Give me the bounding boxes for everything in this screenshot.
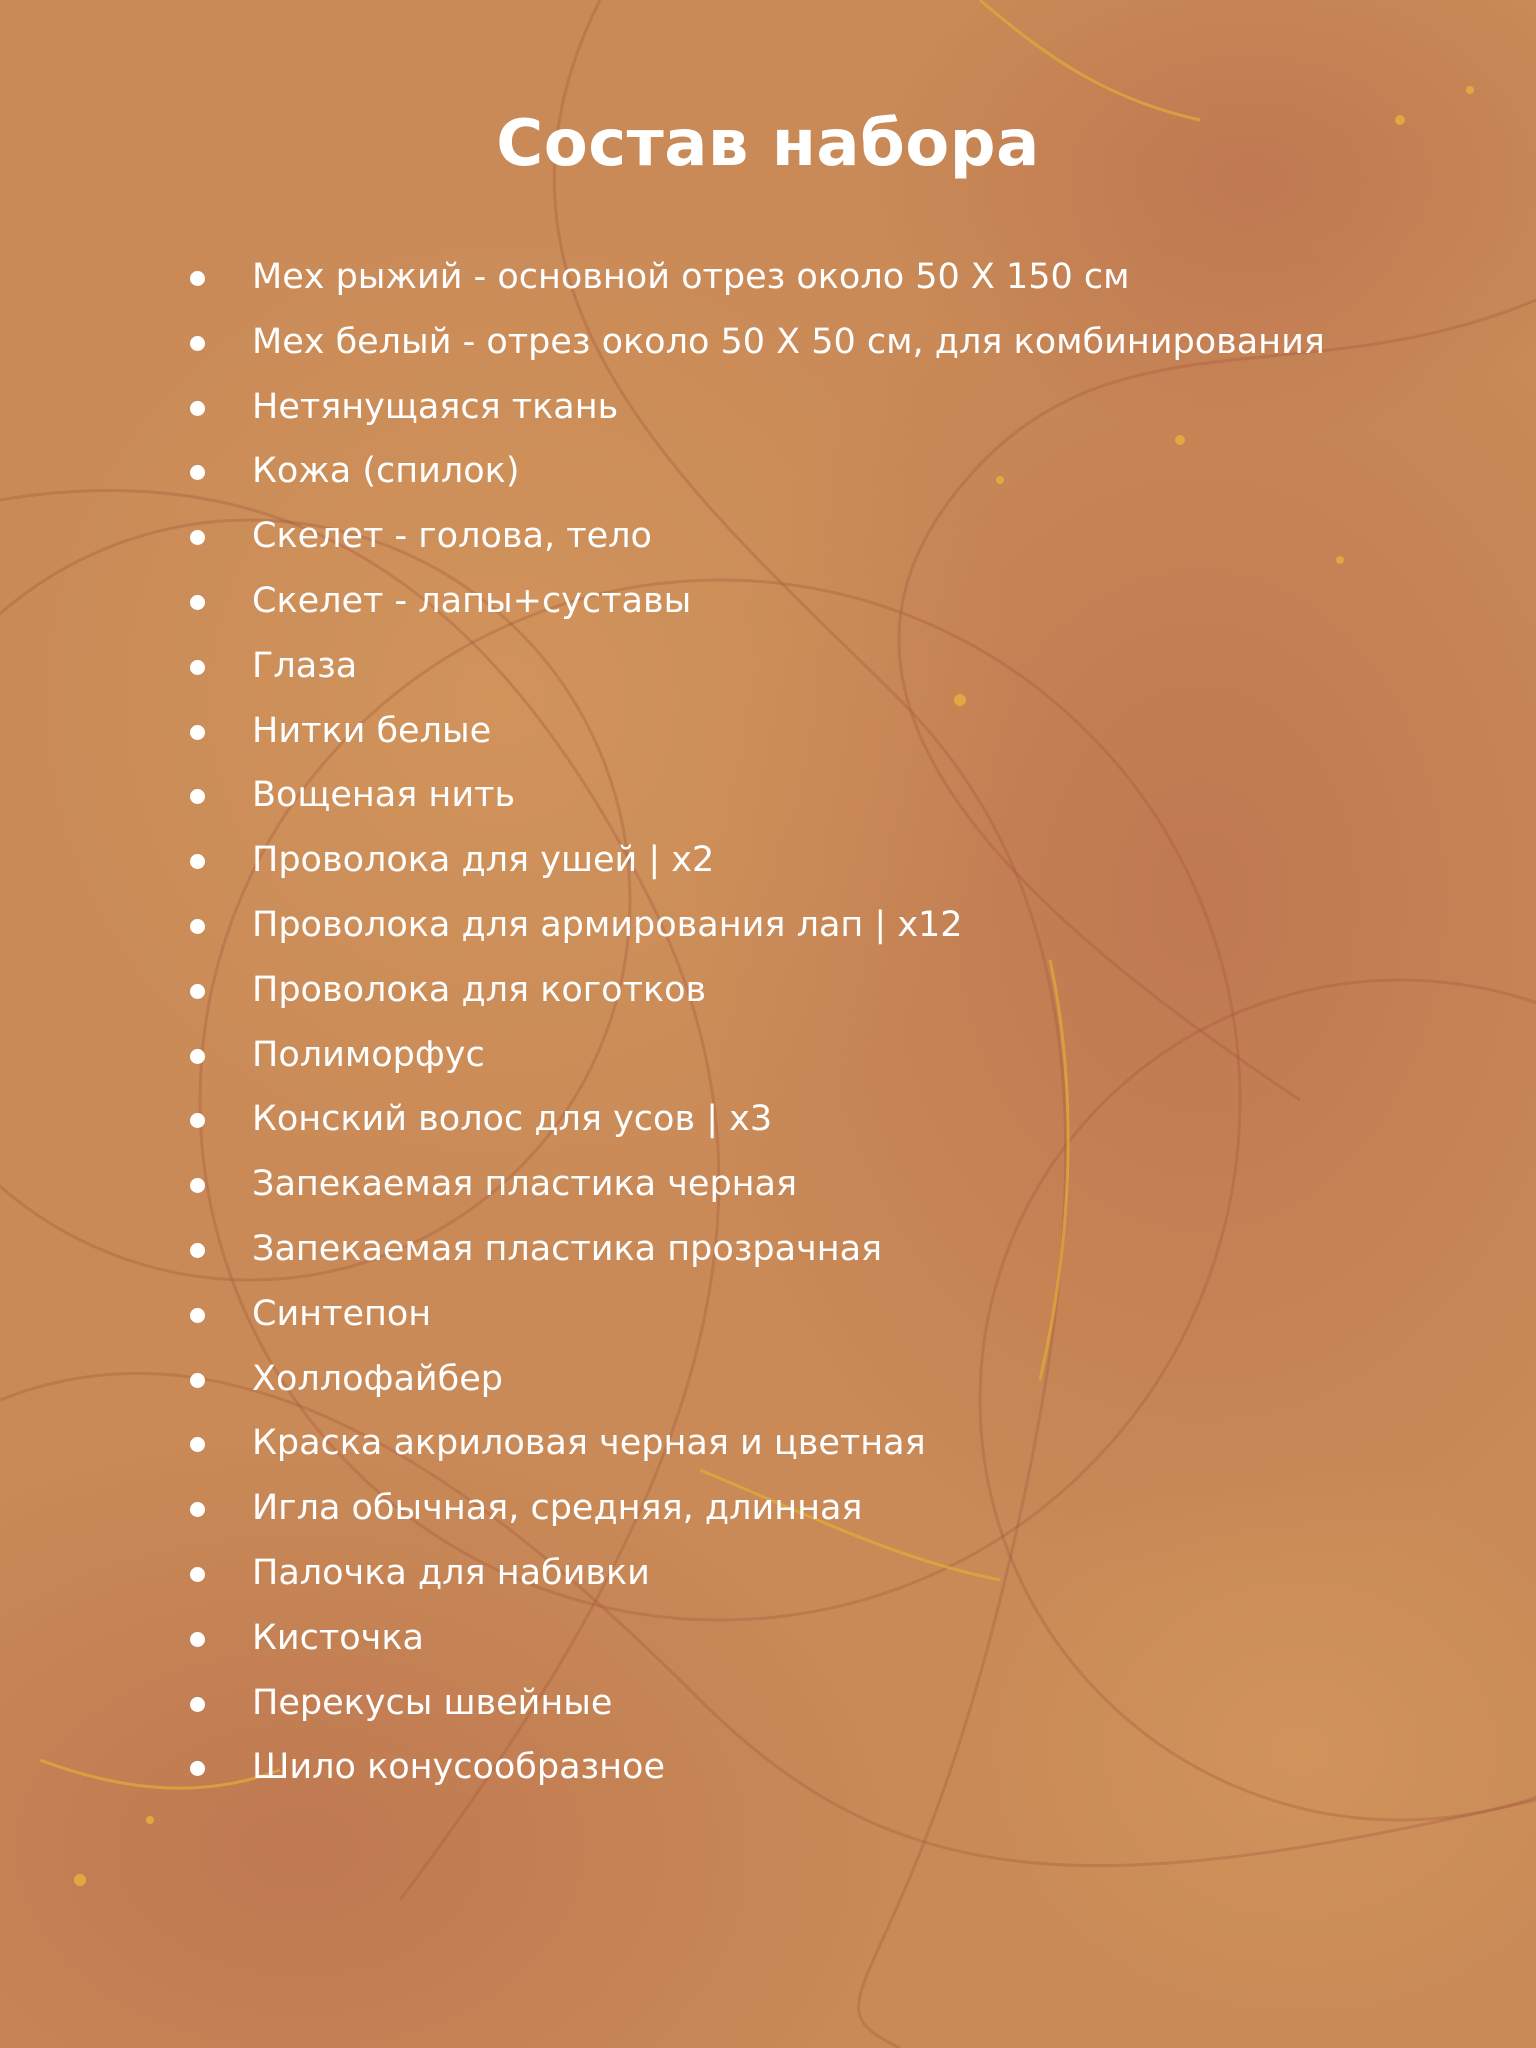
bullet-icon	[190, 1308, 205, 1323]
list-item	[186, 763, 1325, 828]
bullet-icon	[190, 660, 205, 675]
bullet-icon	[190, 1437, 205, 1452]
bullet-icon	[190, 984, 205, 999]
list-item-text: Запекаемая пластика прозрачная	[252, 1228, 883, 1269]
list-item	[186, 699, 1325, 764]
bullet-icon	[190, 1373, 205, 1388]
list-item-text: Скелет - голова, тело	[252, 516, 652, 557]
list-item-text: Игла обычная, средняя, длинная	[252, 1488, 863, 1529]
bullet-icon	[190, 1697, 205, 1712]
bullet-icon	[190, 1502, 205, 1517]
list-item-text: Проволока для ушей | х2	[252, 840, 715, 881]
list-item-text: Синтепон	[252, 1293, 432, 1334]
bullet-icon	[190, 1632, 205, 1647]
list-item	[186, 1282, 1325, 1347]
list-item-text: Кисточка	[252, 1617, 424, 1658]
bullet-icon	[190, 465, 205, 480]
list-item-text: Запекаемая пластика черная	[252, 1164, 798, 1205]
bullet-icon	[190, 1049, 205, 1064]
bullet-icon	[190, 336, 205, 351]
bullet-icon	[190, 725, 205, 740]
list-item-text: Мех белый - отрез около 50 Х 50 см, для комбинирования	[252, 321, 1325, 362]
bullet-icon	[190, 919, 205, 934]
list-item-text: Перекусы швейные	[252, 1682, 613, 1723]
bullet-icon	[190, 1113, 205, 1128]
list-item-text: Проволока для коготков	[252, 969, 707, 1010]
list-item-text: Мех рыжий - основной отрез около 50 Х 150 см	[252, 257, 1130, 297]
list-item-text: Нетянущаяся ткань	[252, 386, 619, 427]
list-item	[186, 245, 1325, 310]
list-item-text: Краска акриловая черная и цветная	[252, 1423, 926, 1464]
bullet-icon	[190, 530, 205, 545]
list-item	[186, 634, 1325, 699]
list-item	[186, 1023, 1325, 1088]
list-item	[186, 958, 1325, 1023]
list-item	[186, 439, 1325, 504]
list-item	[186, 569, 1325, 634]
list-item-text: Шило конусообразное	[252, 1747, 665, 1788]
bullet-icon	[190, 271, 205, 286]
list-item	[186, 1671, 1325, 1736]
bullet-icon	[190, 1567, 205, 1582]
list-item-text: Кожа (спилок)	[252, 451, 520, 492]
bullet-icon	[190, 854, 205, 869]
list-item	[186, 1217, 1325, 1282]
bullet-icon	[190, 1178, 205, 1193]
bullet-icon	[190, 1243, 205, 1258]
list-item	[186, 1411, 1325, 1476]
list-item-text: Палочка для набивки	[252, 1552, 650, 1593]
list-item	[186, 1735, 1325, 1800]
list-item	[186, 1347, 1325, 1412]
list-item-text: Вощеная нить	[252, 775, 516, 816]
page-title: Состав набора	[496, 107, 1040, 181]
list-item-text: Полиморфус	[252, 1034, 485, 1075]
list-item	[186, 893, 1325, 958]
list-item-text: Нитки белые	[252, 710, 492, 751]
bullet-icon	[190, 595, 205, 610]
bullet-icon	[190, 401, 205, 416]
list-item-text: Конский волос для усов | х3	[252, 1099, 773, 1140]
list-item	[186, 1476, 1325, 1541]
bullet-icon	[190, 1761, 205, 1776]
list-item	[186, 828, 1325, 893]
list-item	[186, 1087, 1325, 1152]
list-item	[186, 1152, 1325, 1217]
list-item	[186, 310, 1325, 375]
bullet-icon	[190, 789, 205, 804]
list-item-text: Глаза	[252, 645, 358, 686]
list-item	[186, 375, 1325, 440]
list-item-text: Скелет - лапы+суставы	[252, 580, 692, 621]
list-item	[186, 1541, 1325, 1606]
list-item-text: Проволока для армирования лап | х12	[252, 904, 963, 945]
list-item-text: Холлофайбер	[252, 1358, 503, 1399]
list-item	[186, 1606, 1325, 1671]
kit-contents-list	[186, 245, 1325, 1800]
list-item	[186, 504, 1325, 569]
